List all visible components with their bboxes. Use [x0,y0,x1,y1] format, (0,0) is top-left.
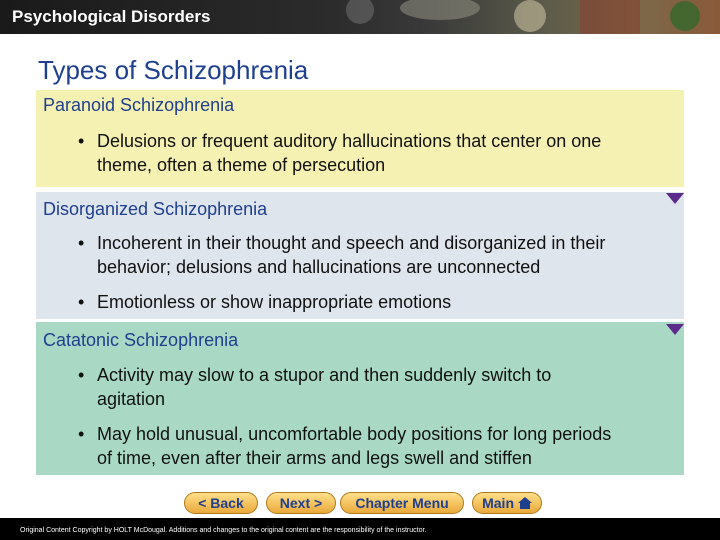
expand-arrow-icon[interactable] [666,324,684,335]
bullet-line: Emotionless or show inappropriate emotions [97,292,452,312]
footer-bar [0,518,720,540]
list-item [78,129,678,177]
bullet-symbol: • [78,365,85,385]
copyright-text: Original Content Copyright by HOLT McDougal. Additions and changes to the original content are the responsibility of the instructor. [20,527,427,534]
disorganized-heading: Disorganized Schizophrenia [43,199,268,219]
bullet-symbol: • [78,292,85,312]
bullet-line: behavior; delusions and hallucinations are unconnected [97,257,541,277]
list-item [78,363,678,411]
bullet-line: theme, often a theme of persecution [97,155,386,175]
list-item [78,231,678,279]
catatonic-section [36,322,684,475]
bullet-line: Delusions or frequent auditory hallucinations that center on one [97,131,602,151]
bullet-line: Incoherent in their thought and speech and disorganized in their [97,233,606,253]
bullet-symbol: • [78,131,85,151]
chapter-menu-button[interactable]: Chapter Menu [340,492,464,514]
home-icon [518,497,532,509]
header-bar [0,0,720,34]
bullet-line: agitation [97,389,166,409]
bullet-symbol: • [78,233,85,253]
expand-arrow-icon[interactable] [666,193,684,204]
list-item [78,422,678,470]
main-label: Main [482,495,514,511]
back-button[interactable]: < Back [184,492,258,514]
catatonic-heading: Catatonic Schizophrenia [43,330,239,350]
disorganized-section [36,192,684,319]
bullet-line: May hold unusual, uncomfortable body positions for long periods [97,424,612,444]
paranoid-heading: Paranoid Schizophrenia [43,95,235,115]
main-button[interactable] [472,492,542,514]
header-decoration-image [300,0,720,34]
bullet-line: Activity may slow to a stupor and then suddenly switch to [97,365,552,385]
header-title: Psychological Disorders [12,7,211,26]
slide-title: Types of Schizophrenia [38,55,309,85]
paranoid-section [36,90,684,187]
bullet-symbol: • [78,424,85,444]
list-item [78,290,678,314]
bullet-line: of time, even after their arms and legs swell and stiffen [97,448,532,468]
next-button[interactable]: Next > [266,492,336,514]
